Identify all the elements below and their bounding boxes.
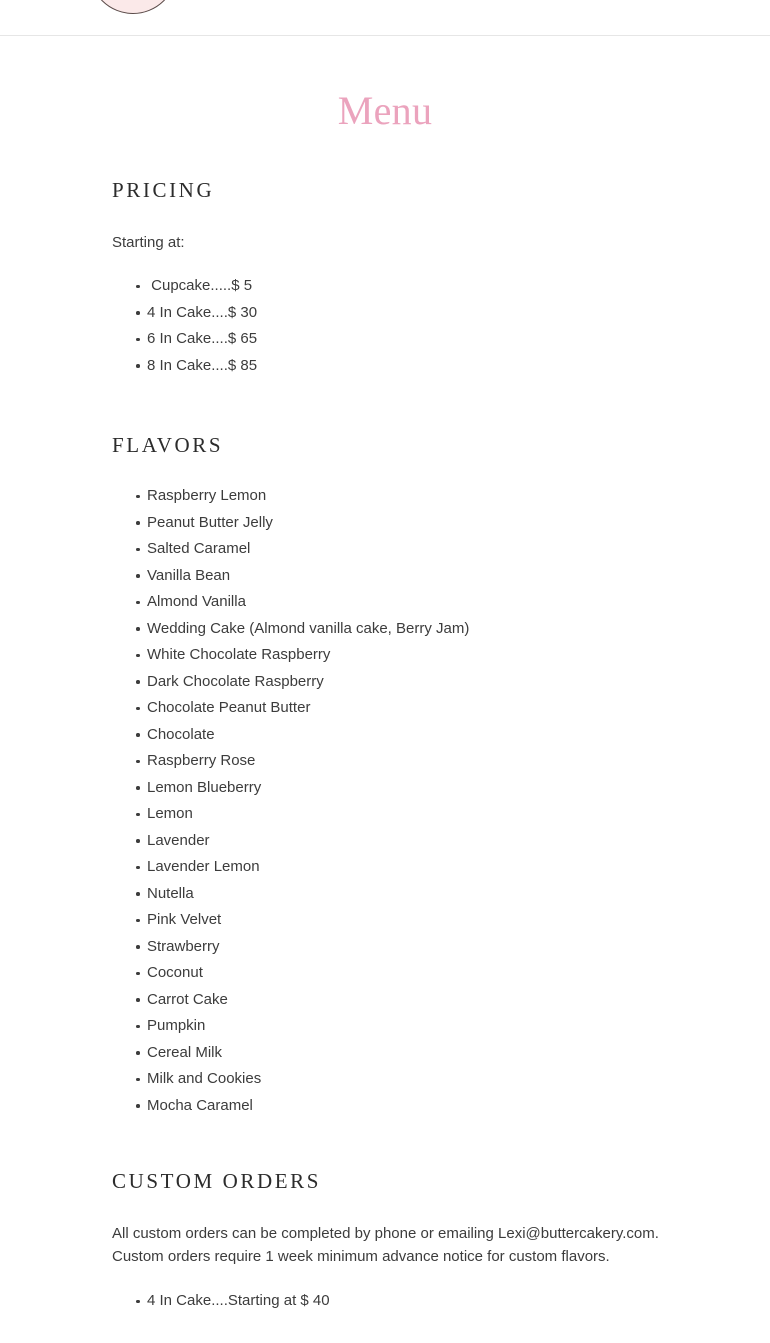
list-item: 6 In Cake....$ 65 [112,326,672,353]
list-item: Salted Caramel [112,536,672,563]
list-item: Peanut Butter Jelly [112,510,672,537]
page-title: Menu [337,88,433,133]
site-header [0,0,770,36]
list-item: Lemon [112,801,672,828]
circle-logo-icon[interactable] [89,0,177,14]
pricing-list [112,273,672,379]
list-item: Almond Vanilla [112,589,672,616]
list-item: Raspberry Lemon [112,483,672,510]
list-item: 8 In Cake....$ 85 [112,353,672,380]
list-item: Dark Chocolate Raspberry [112,669,672,696]
flavors-list [112,483,672,1119]
section-flavors [112,431,672,1119]
pricing-lead-text: Starting at: [112,234,185,251]
list-item: Raspberry Rose [112,748,672,775]
pricing-heading: PRICING [112,178,215,202]
list-item: Pink Velvet [112,907,672,934]
section-custom-orders [112,1167,672,1315]
flavors-heading: FLAVORS [112,433,224,457]
custom-orders-list [112,1288,672,1315]
menu-content [112,176,672,1315]
list-item: Cereal Milk [112,1040,672,1067]
list-item: Pumpkin [112,1013,672,1040]
section-pricing [112,176,672,379]
list-item: Strawberry [112,934,672,961]
list-item: Lavender [112,828,672,855]
list-item: Milk and Cookies [112,1066,672,1093]
list-item: Carrot Cake [112,987,672,1014]
list-item: Lavender Lemon [112,854,672,881]
list-item: Chocolate Peanut Butter [112,695,672,722]
list-item: 4 In Cake....Starting at $ 40 [112,1288,672,1315]
custom-orders-heading: CUSTOM ORDERS [112,1169,322,1193]
list-item: Vanilla Bean [112,563,672,590]
custom-orders-body-text: All custom orders can be completed by phone or emailing Lexi@buttercakery.com. Custom orders require 1 week minimum advance notice for custom flavors. [112,1225,659,1265]
list-item: Coconut [112,960,672,987]
list-item: White Chocolate Raspberry [112,642,672,669]
list-item: Nutella [112,881,672,908]
list-item: 4 In Cake....$ 30 [112,300,672,327]
list-item: Cupcake.....$ 5 [112,273,672,300]
header-divider [0,35,770,36]
list-item: Wedding Cake (Almond vanilla cake, Berry Jam) [112,616,672,643]
list-item: Lemon Blueberry [112,775,672,802]
list-item: Mocha Caramel [112,1093,672,1120]
list-item: Chocolate [112,722,672,749]
